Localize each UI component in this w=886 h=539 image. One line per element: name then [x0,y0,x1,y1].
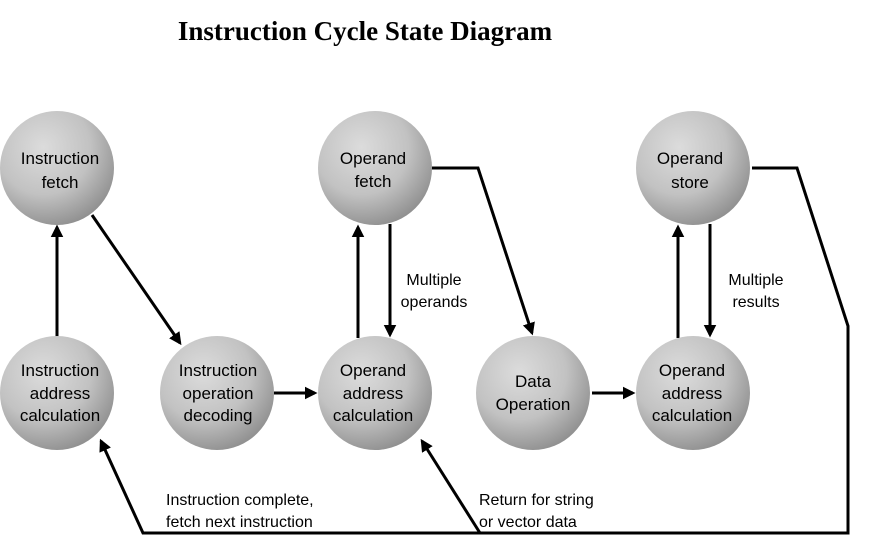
node-operand-address-calculation-store[interactable] [636,336,750,450]
svg-text:Instructionaddresscalculation: Instruction address calculation [19,361,101,425]
svg-text:Instructionfetch: Instruction fetch [20,149,100,192]
svg-text:Operandstore: Operand store [656,149,724,192]
node-operand-fetch[interactable] [318,111,432,225]
node-instruction-operation-decoding[interactable] [160,336,274,450]
node-operand-store[interactable] [636,111,750,225]
svg-text:DataOperation: Data Operation [495,372,571,414]
label-return-for-string: Return for string or vector data [479,492,594,531]
nodes [0,111,750,450]
label-multiple-operands: Multiple operands [400,272,468,311]
svg-text:Instructionoperationdecoding: Instruction operation decoding [178,361,258,425]
svg-text:Operandaddresscalculation: Operand address calculation [332,361,414,425]
edge-return-for-string [422,441,480,533]
label-instruction-complete: Instruction complete, fetch next instruction [166,492,314,531]
node-data-operation[interactable] [476,336,590,450]
svg-text:Operandfetch: Operand fetch [339,149,407,191]
node-operand-address-calculation-fetch[interactable] [318,336,432,450]
node-instruction-fetch[interactable] [0,111,114,225]
label-multiple-results: Multiple results [728,272,784,311]
svg-text:Operandaddresscalculation: Operand address calculation [651,361,733,425]
page-title: Instruction Cycle State Diagram [177,16,553,46]
node-instruction-address-calculation[interactable] [0,336,114,450]
edge-fetch-to-decoding [92,215,180,343]
